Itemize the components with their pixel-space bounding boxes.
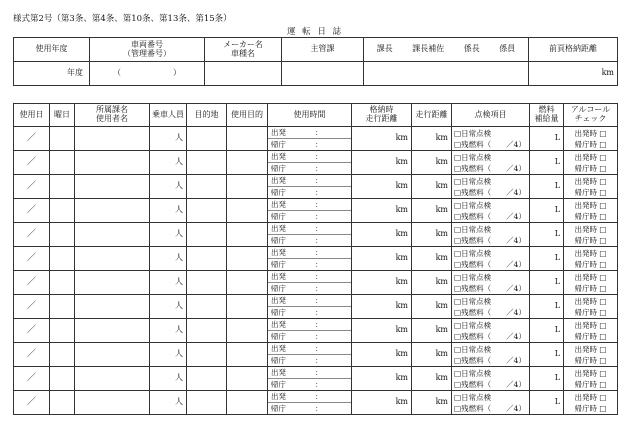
destination-cell[interactable] [187, 319, 227, 343]
inspection-cell[interactable] [452, 295, 530, 319]
fuel-refill-cell[interactable]: L [530, 391, 564, 415]
return-time: 帰庁 ： [271, 380, 323, 389]
fuel-remaining-checkbox: □残燃料（ ／4） [454, 331, 526, 341]
date-cell[interactable]: ／ [14, 271, 50, 295]
purpose-cell[interactable] [227, 343, 268, 367]
return-time: 帰庁 ： [271, 356, 323, 365]
alcohol-return-checkbox: 帰庁時 □ [574, 283, 607, 293]
daily-check-checkbox: □日常点検 [454, 320, 492, 330]
stored-distance-cell[interactable]: km [352, 343, 412, 367]
depart-time: 出発 ： [268, 247, 351, 259]
alcohol-return-checkbox: 帰庁時 □ [574, 379, 607, 389]
dept-user-cell[interactable] [75, 367, 150, 391]
weekday-cell[interactable] [50, 127, 75, 151]
dept-user-cell[interactable] [75, 391, 150, 415]
alcohol-check-cell[interactable] [564, 199, 618, 223]
header-weekday: 曜日 [50, 104, 75, 127]
alcohol-return-checkbox: 帰庁時 □ [574, 355, 607, 365]
inspection-cell[interactable] [452, 367, 530, 391]
weekday-cell[interactable] [50, 367, 75, 391]
inspection-cell[interactable] [452, 151, 530, 175]
return-time: 帰庁 ： [271, 332, 323, 341]
purpose-cell[interactable] [227, 271, 268, 295]
inspection-cell[interactable] [452, 247, 530, 271]
stored-distance-cell[interactable]: km [352, 367, 412, 391]
alcohol-return-checkbox: 帰庁時 □ [574, 235, 607, 245]
header-alcohol: アルコール チェック [564, 104, 618, 127]
inspection-cell[interactable] [452, 343, 530, 367]
table-row [14, 151, 618, 175]
stored-distance-cell[interactable]: km [352, 199, 412, 223]
depart-time: 出発 ： [268, 223, 351, 235]
daily-check-checkbox: □日常点検 [454, 272, 492, 282]
alcohol-depart-checkbox: 出発時 □ [574, 224, 607, 234]
return-time: 帰庁 ： [271, 284, 323, 293]
return-time: 帰庁 ： [271, 164, 323, 173]
fuel-remaining-checkbox: □残燃料（ ／4） [454, 259, 526, 269]
inspection-cell[interactable] [452, 127, 530, 151]
travel-distance-cell[interactable]: km [412, 391, 452, 415]
alcohol-check-cell[interactable] [564, 343, 618, 367]
maker-model-value [205, 62, 282, 86]
passengers-cell[interactable]: 人 [150, 223, 187, 247]
vehicle-number-value: （ ） [90, 62, 205, 86]
alcohol-check-cell[interactable] [564, 271, 618, 295]
dept-user-cell[interactable] [75, 199, 150, 223]
alcohol-check-cell[interactable] [564, 367, 618, 391]
header-date: 使用日 [14, 104, 50, 127]
fuel-remaining-checkbox: □残燃料（ ／4） [454, 211, 526, 221]
dept-user-cell[interactable] [75, 247, 150, 271]
inspection-cell[interactable] [452, 391, 530, 415]
purpose-cell[interactable] [227, 151, 268, 175]
fuel-refill-cell[interactable]: L [530, 271, 564, 295]
time-cell[interactable] [268, 295, 352, 319]
alcohol-return-checkbox: 帰庁時 □ [574, 163, 607, 173]
table-row [14, 319, 618, 343]
depart-time: 出発 ： [268, 175, 351, 187]
daily-check-checkbox: □日常点検 [454, 176, 492, 186]
prev-distance-header: 前頁格納距離 [529, 38, 618, 62]
alcohol-return-checkbox: 帰庁時 □ [574, 211, 607, 221]
alcohol-depart-checkbox: 出発時 □ [574, 392, 607, 402]
fuel-refill-cell[interactable]: L [530, 247, 564, 271]
purpose-cell[interactable] [227, 247, 268, 271]
time-cell[interactable] [268, 271, 352, 295]
time-cell[interactable] [268, 343, 352, 367]
travel-distance-cell[interactable]: km [412, 271, 452, 295]
travel-distance-cell[interactable]: km [412, 175, 452, 199]
fuel-refill-cell[interactable]: L [530, 175, 564, 199]
depart-time: 出発 ： [268, 295, 351, 307]
purpose-cell[interactable] [227, 199, 268, 223]
fuel-remaining-checkbox: □残燃料（ ／4） [454, 307, 526, 317]
table-row [14, 271, 618, 295]
return-time: 帰庁 ： [271, 140, 323, 149]
stored-distance-cell[interactable]: km [352, 127, 412, 151]
weekday-cell[interactable] [50, 151, 75, 175]
destination-cell[interactable] [187, 151, 227, 175]
table-row [14, 223, 618, 247]
header-time: 使用時間 [268, 104, 352, 127]
prev-distance-value: km [529, 62, 618, 86]
passengers-cell[interactable]: 人 [150, 367, 187, 391]
fuel-remaining-checkbox: □残燃料（ ／4） [454, 379, 526, 389]
travel-distance-cell[interactable]: km [412, 151, 452, 175]
time-cell[interactable] [268, 151, 352, 175]
date-cell[interactable]: ／ [14, 295, 50, 319]
time-cell[interactable] [268, 223, 352, 247]
use-year-header: 使用年度 [14, 38, 90, 62]
alcohol-return-checkbox: 帰庁時 □ [574, 331, 607, 341]
return-time: 帰庁 ： [271, 404, 323, 413]
daily-check-checkbox: □日常点検 [454, 224, 492, 234]
date-cell[interactable]: ／ [14, 127, 50, 151]
daily-check-checkbox: □日常点検 [454, 296, 492, 306]
alcohol-check-cell[interactable] [564, 151, 618, 175]
header-inspection: 点検項目 [452, 104, 530, 127]
daily-check-checkbox: □日常点検 [454, 248, 492, 258]
date-cell[interactable]: ／ [14, 151, 50, 175]
alcohol-depart-checkbox: 出発時 □ [574, 272, 607, 282]
passengers-cell[interactable]: 人 [150, 247, 187, 271]
destination-cell[interactable] [187, 367, 227, 391]
destination-cell[interactable] [187, 295, 227, 319]
return-time: 帰庁 ： [271, 260, 323, 269]
fuel-remaining-checkbox: □残燃料（ ／4） [454, 187, 526, 197]
destination-cell[interactable] [187, 271, 227, 295]
inspection-cell[interactable] [452, 271, 530, 295]
depart-time: 出発 ： [268, 391, 351, 403]
alcohol-depart-checkbox: 出発時 □ [574, 128, 607, 138]
daily-check-checkbox: □日常点検 [454, 128, 492, 138]
stored-distance-cell[interactable]: km [352, 247, 412, 271]
staff-leader: 係長 [463, 44, 480, 54]
use-year-value: 年度 [14, 62, 90, 86]
vehicle-info-table [13, 37, 618, 86]
table-row [14, 175, 618, 199]
destination-cell[interactable] [187, 127, 227, 151]
stored-distance-cell[interactable]: km [352, 295, 412, 319]
passengers-cell[interactable]: 人 [150, 127, 187, 151]
stored-distance-cell[interactable]: km [352, 151, 412, 175]
dept-user-cell[interactable] [75, 127, 150, 151]
inspection-cell[interactable] [452, 319, 530, 343]
purpose-cell[interactable] [227, 319, 268, 343]
alcohol-check-cell[interactable] [564, 223, 618, 247]
depart-time: 出発 ： [268, 319, 351, 331]
travel-distance-cell[interactable]: km [412, 319, 452, 343]
depart-time: 出発 ： [268, 127, 351, 139]
daily-check-checkbox: □日常点検 [454, 152, 492, 162]
passengers-cell[interactable]: 人 [150, 295, 187, 319]
passengers-cell[interactable]: 人 [150, 271, 187, 295]
daily-check-checkbox: □日常点検 [454, 344, 492, 354]
stored-distance-cell[interactable]: km [352, 271, 412, 295]
passengers-cell[interactable]: 人 [150, 175, 187, 199]
destination-cell[interactable] [187, 223, 227, 247]
header-purpose: 使用目的 [227, 104, 268, 127]
staff-approval-stamps [364, 62, 529, 86]
date-cell[interactable]: ／ [14, 367, 50, 391]
travel-distance-cell[interactable]: km [412, 199, 452, 223]
fuel-refill-cell[interactable]: L [530, 367, 564, 391]
table-row [14, 367, 618, 391]
date-cell[interactable]: ／ [14, 343, 50, 367]
weekday-cell[interactable] [50, 295, 75, 319]
inspection-cell[interactable] [452, 199, 530, 223]
depart-time: 出発 ： [268, 343, 351, 355]
fuel-refill-cell[interactable]: L [530, 223, 564, 247]
header-dept-user: 所属課名 使用者名 [75, 104, 150, 127]
alcohol-check-cell[interactable] [564, 319, 618, 343]
return-time: 帰庁 ： [271, 236, 323, 245]
stored-distance-cell[interactable]: km [352, 319, 412, 343]
table-row [14, 391, 618, 415]
date-cell[interactable]: ／ [14, 175, 50, 199]
depart-time: 出発 ： [268, 199, 351, 211]
time-cell[interactable] [268, 319, 352, 343]
inspection-cell[interactable] [452, 175, 530, 199]
header-stored-distance: 格納時 走行距離 [352, 104, 412, 127]
date-cell[interactable]: ／ [14, 247, 50, 271]
driving-log-table [13, 103, 618, 415]
stored-distance-cell[interactable]: km [352, 175, 412, 199]
time-cell[interactable] [268, 367, 352, 391]
alcohol-depart-checkbox: 出発時 □ [574, 344, 607, 354]
weekday-cell[interactable] [50, 343, 75, 367]
stored-distance-cell[interactable]: km [352, 391, 412, 415]
passengers-cell[interactable]: 人 [150, 343, 187, 367]
table-row [14, 127, 618, 151]
purpose-cell[interactable] [227, 127, 268, 151]
staff-member: 係員 [499, 44, 516, 54]
header-travel-distance: 走行距離 [412, 104, 452, 127]
time-cell[interactable] [268, 175, 352, 199]
return-time: 帰庁 ： [271, 308, 323, 317]
travel-distance-cell[interactable]: km [412, 247, 452, 271]
destination-cell[interactable] [187, 247, 227, 271]
form-number-label: 様式第2号（第3条、第4条、第10条、第13条、第15条） [13, 14, 232, 24]
dept-user-cell[interactable] [75, 175, 150, 199]
alcohol-depart-checkbox: 出発時 □ [574, 200, 607, 210]
alcohol-depart-checkbox: 出発時 □ [574, 296, 607, 306]
staff-approval-header [364, 38, 529, 62]
document-title: 運 転 日 誌 [286, 27, 344, 37]
stored-distance-cell[interactable]: km [352, 223, 412, 247]
depart-time: 出発 ： [268, 151, 351, 163]
fuel-refill-cell[interactable]: L [530, 199, 564, 223]
fuel-refill-cell[interactable]: L [530, 343, 564, 367]
date-cell[interactable]: ／ [14, 391, 50, 415]
staff-deputy: 課長補佐 [412, 44, 445, 54]
weekday-cell[interactable] [50, 319, 75, 343]
alcohol-return-checkbox: 帰庁時 □ [574, 307, 607, 317]
date-cell[interactable]: ／ [14, 199, 50, 223]
dept-user-cell[interactable] [75, 343, 150, 367]
return-time: 帰庁 ： [271, 212, 323, 221]
travel-distance-cell[interactable]: km [412, 127, 452, 151]
header-fuel: 燃料 補給量 [530, 104, 564, 127]
inspection-cell[interactable] [452, 223, 530, 247]
weekday-cell[interactable] [50, 175, 75, 199]
dept-user-cell[interactable] [75, 271, 150, 295]
fuel-remaining-checkbox: □残燃料（ ／4） [454, 283, 526, 293]
fuel-remaining-checkbox: □残燃料（ ／4） [454, 235, 526, 245]
dept-user-cell[interactable] [75, 295, 150, 319]
time-cell[interactable] [268, 247, 352, 271]
passengers-cell[interactable]: 人 [150, 391, 187, 415]
fuel-refill-cell[interactable]: L [530, 295, 564, 319]
table-row [14, 343, 618, 367]
alcohol-check-cell[interactable] [564, 175, 618, 199]
passengers-cell[interactable]: 人 [150, 151, 187, 175]
time-cell[interactable] [268, 127, 352, 151]
time-cell[interactable] [268, 199, 352, 223]
weekday-cell[interactable] [50, 271, 75, 295]
header-destination: 目的地 [187, 104, 227, 127]
destination-cell[interactable] [187, 343, 227, 367]
return-time: 帰庁 ： [271, 188, 323, 197]
destination-cell[interactable] [187, 175, 227, 199]
maker-model-header: メーカー名 車種名 [205, 38, 282, 62]
table-row [14, 199, 618, 223]
destination-cell[interactable] [187, 391, 227, 415]
weekday-cell[interactable] [50, 391, 75, 415]
alcohol-return-checkbox: 帰庁時 □ [574, 259, 607, 269]
fuel-remaining-checkbox: □残燃料（ ／4） [454, 403, 526, 413]
staff-chief: 課長 [376, 44, 393, 54]
alcohol-check-cell[interactable] [564, 391, 618, 415]
table-row [14, 295, 618, 319]
passengers-cell[interactable]: 人 [150, 199, 187, 223]
alcohol-return-checkbox: 帰庁時 □ [574, 139, 607, 149]
time-cell[interactable] [268, 391, 352, 415]
table-row [14, 247, 618, 271]
date-cell[interactable]: ／ [14, 223, 50, 247]
alcohol-depart-checkbox: 出発時 □ [574, 368, 607, 378]
purpose-cell[interactable] [227, 175, 268, 199]
travel-distance-cell[interactable]: km [412, 295, 452, 319]
depart-time: 出発 ： [268, 367, 351, 379]
alcohol-check-cell[interactable] [564, 295, 618, 319]
travel-distance-cell[interactable]: km [412, 223, 452, 247]
purpose-cell[interactable] [227, 223, 268, 247]
travel-distance-cell[interactable]: km [412, 343, 452, 367]
fuel-remaining-checkbox: □残燃料（ ／4） [454, 355, 526, 365]
fuel-remaining-checkbox: □残燃料（ ／4） [454, 163, 526, 173]
weekday-cell[interactable] [50, 223, 75, 247]
purpose-cell[interactable] [227, 391, 268, 415]
dept-user-cell[interactable] [75, 223, 150, 247]
daily-check-checkbox: □日常点検 [454, 200, 492, 210]
alcohol-depart-checkbox: 出発時 □ [574, 152, 607, 162]
vehicle-number-header: 車両番号 （管理番号） [90, 38, 205, 62]
date-cell[interactable]: ／ [14, 319, 50, 343]
purpose-cell[interactable] [227, 367, 268, 391]
alcohol-check-cell[interactable] [564, 247, 618, 271]
daily-check-checkbox: □日常点検 [454, 392, 492, 402]
depart-time: 出発 ： [268, 271, 351, 283]
purpose-cell[interactable] [227, 295, 268, 319]
daily-check-checkbox: □日常点検 [454, 368, 492, 378]
dept-user-cell[interactable] [75, 319, 150, 343]
destination-cell[interactable] [187, 199, 227, 223]
log-rows [14, 127, 618, 415]
alcohol-depart-checkbox: 出発時 □ [574, 176, 607, 186]
weekday-cell[interactable] [50, 247, 75, 271]
alcohol-depart-checkbox: 出発時 □ [574, 320, 607, 330]
section-value [282, 62, 364, 86]
alcohol-return-checkbox: 帰庁時 □ [574, 403, 607, 413]
fuel-refill-cell[interactable]: L [530, 319, 564, 343]
passengers-cell[interactable]: 人 [150, 319, 187, 343]
section-header: 主管課 [282, 38, 364, 62]
alcohol-return-checkbox: 帰庁時 □ [574, 187, 607, 197]
fuel-refill-cell[interactable]: L [530, 151, 564, 175]
dept-user-cell[interactable] [75, 151, 150, 175]
weekday-cell[interactable] [50, 199, 75, 223]
travel-distance-cell[interactable]: km [412, 367, 452, 391]
fuel-refill-cell[interactable]: L [530, 127, 564, 151]
header-passengers: 乗車人員 [150, 104, 187, 127]
fuel-remaining-checkbox: □残燃料（ ／4） [454, 139, 526, 149]
alcohol-check-cell[interactable] [564, 127, 618, 151]
alcohol-depart-checkbox: 出発時 □ [574, 248, 607, 258]
